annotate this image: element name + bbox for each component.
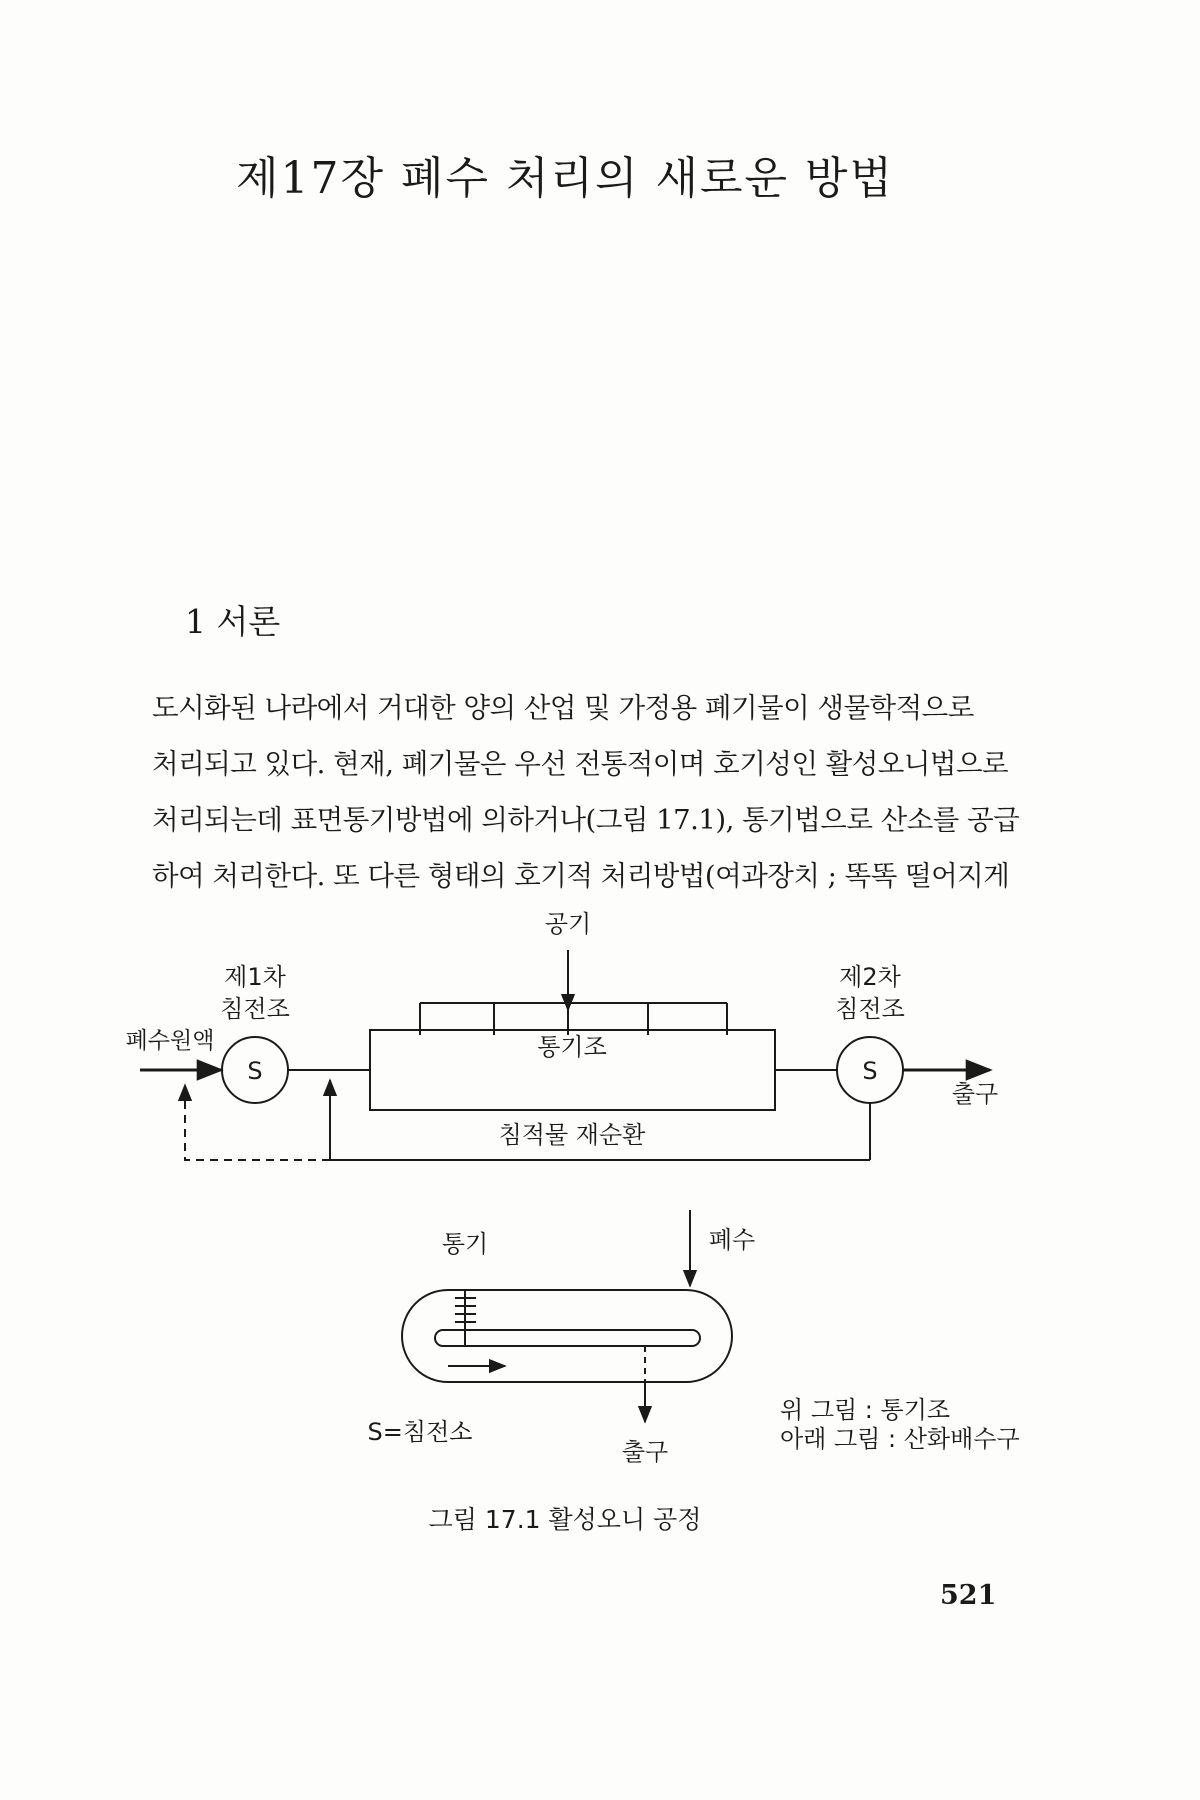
figure-caption: 그림 17.1 활성오니 공정 [428,1505,702,1534]
legend-line-2: 아래 그림 : 산화배수구 [780,1425,1020,1453]
legend-line-1: 위 그림 : 통기조 [780,1396,951,1424]
chapter-title: 제17장 폐수 처리의 새로운 방법 [236,153,894,204]
secondary-settler-label-line2: 침전조 [835,995,905,1023]
wastewater-label: 폐수 [708,1226,756,1254]
air-label: 공기 [544,910,592,938]
body-line: 하여 처리한다. 또 다른 형태의 호기적 처리방법(여과장치 ; 똑똑 떨어지게 [152,860,1010,892]
dashed-recycle-line [185,1085,330,1160]
s-legend: S=침전소 [367,1418,473,1446]
body-line: 도시화된 나라에서 거대한 양의 산업 및 가정용 폐기물이 생물학적으로 [152,692,974,724]
outlet-label: 출구 [951,1080,999,1108]
aeration-label: 통기 [441,1230,489,1258]
inlet-label: 폐수원액 [125,1028,215,1054]
body-line: 처리되고 있다. 현재, 폐기물은 우선 전통적이며 호기성인 활성오니법으로 [152,748,1009,780]
secondary-settler-symbol: S [862,1057,878,1085]
page-number: 521 [940,1580,997,1611]
oxidation-ditch-outer [402,1290,732,1382]
oxidation-ditch-inner [435,1330,700,1346]
primary-settler-label-line1: 제1차 [224,963,286,991]
primary-settler-label-line2: 침전조 [220,995,290,1023]
secondary-settler-label-line1: 제2차 [839,963,901,991]
ditch-outlet-label: 출구 [621,1438,669,1466]
primary-settler-symbol: S [247,1057,263,1085]
section-heading: 1 서론 [185,602,281,641]
recycle-label: 침적물 재순환 [498,1121,646,1149]
aeration-tank-label: 통기조 [537,1033,607,1061]
body-line: 처리되는데 표면통기방법에 의하거나(그림 17.1), 통기법으로 산소를 공급 [152,804,1020,836]
